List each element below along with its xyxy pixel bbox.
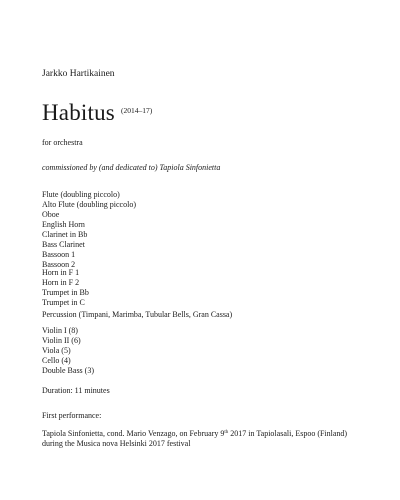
instrument-item: Cello (4) <box>42 356 71 365</box>
first-performance-line-2: during the Musica nova Helsinki 2017 festival <box>42 439 191 448</box>
woodwinds-list <box>42 190 136 270</box>
instrument-item: Viola (5) <box>42 346 71 355</box>
instrument-item: Oboe <box>42 210 60 219</box>
first-performance-venue: 2017 in Tapiolasali, Espoo (Finland) <box>228 429 348 438</box>
instrument-item: Bassoon 2 <box>42 260 76 269</box>
first-performance-line-1 <box>42 429 372 439</box>
strings-list <box>42 326 94 376</box>
instrument-item: English Horn <box>42 220 85 229</box>
ordinal-suffix: th <box>224 430 229 435</box>
commission-note: commissioned by (and dedicated to) Tapiola Sinfonietta <box>42 163 221 172</box>
instrument-item: Double Bass (3) <box>42 366 94 375</box>
brass-list <box>42 268 89 308</box>
composition-years: (2014–17) <box>120 106 153 115</box>
instrument-item: Bass Clarinet <box>42 240 85 249</box>
work-subtitle: for orchestra <box>42 138 83 147</box>
instrument-item: Clarinet in Bb <box>42 230 88 239</box>
work-title: Habitus <box>42 100 115 125</box>
instrument-item: Trumpet in Bb <box>42 288 89 297</box>
instrument-item: Violin I (8) <box>42 326 78 335</box>
percussion-line <box>42 310 232 320</box>
instrument-item: Horn in F 2 <box>42 278 80 287</box>
first-performance-label: First performance: <box>42 411 102 420</box>
instrument-item: Bassoon 1 <box>42 250 76 259</box>
instrument-item: Trumpet in C <box>42 298 85 307</box>
instrument-item: Alto Flute (doubling piccolo) <box>42 200 136 209</box>
instrument-item: Horn in F 1 <box>42 268 80 277</box>
composer-name: Jarkko Hartikainen <box>42 69 115 79</box>
first-performance-text: Tapiola Sinfonietta, cond. Mario Venzago, on February 9 <box>42 429 225 438</box>
title-line <box>42 101 152 124</box>
instrument-item: Violin II (6) <box>42 336 81 345</box>
instrument-item: Percussion (Timpani, Marimba, Tubular Bells, Gran Cassa) <box>42 310 233 319</box>
instrument-item: Flute (doubling piccolo) <box>42 190 120 199</box>
first-performance-details <box>42 429 372 449</box>
duration: Duration: 11 minutes <box>42 386 110 395</box>
